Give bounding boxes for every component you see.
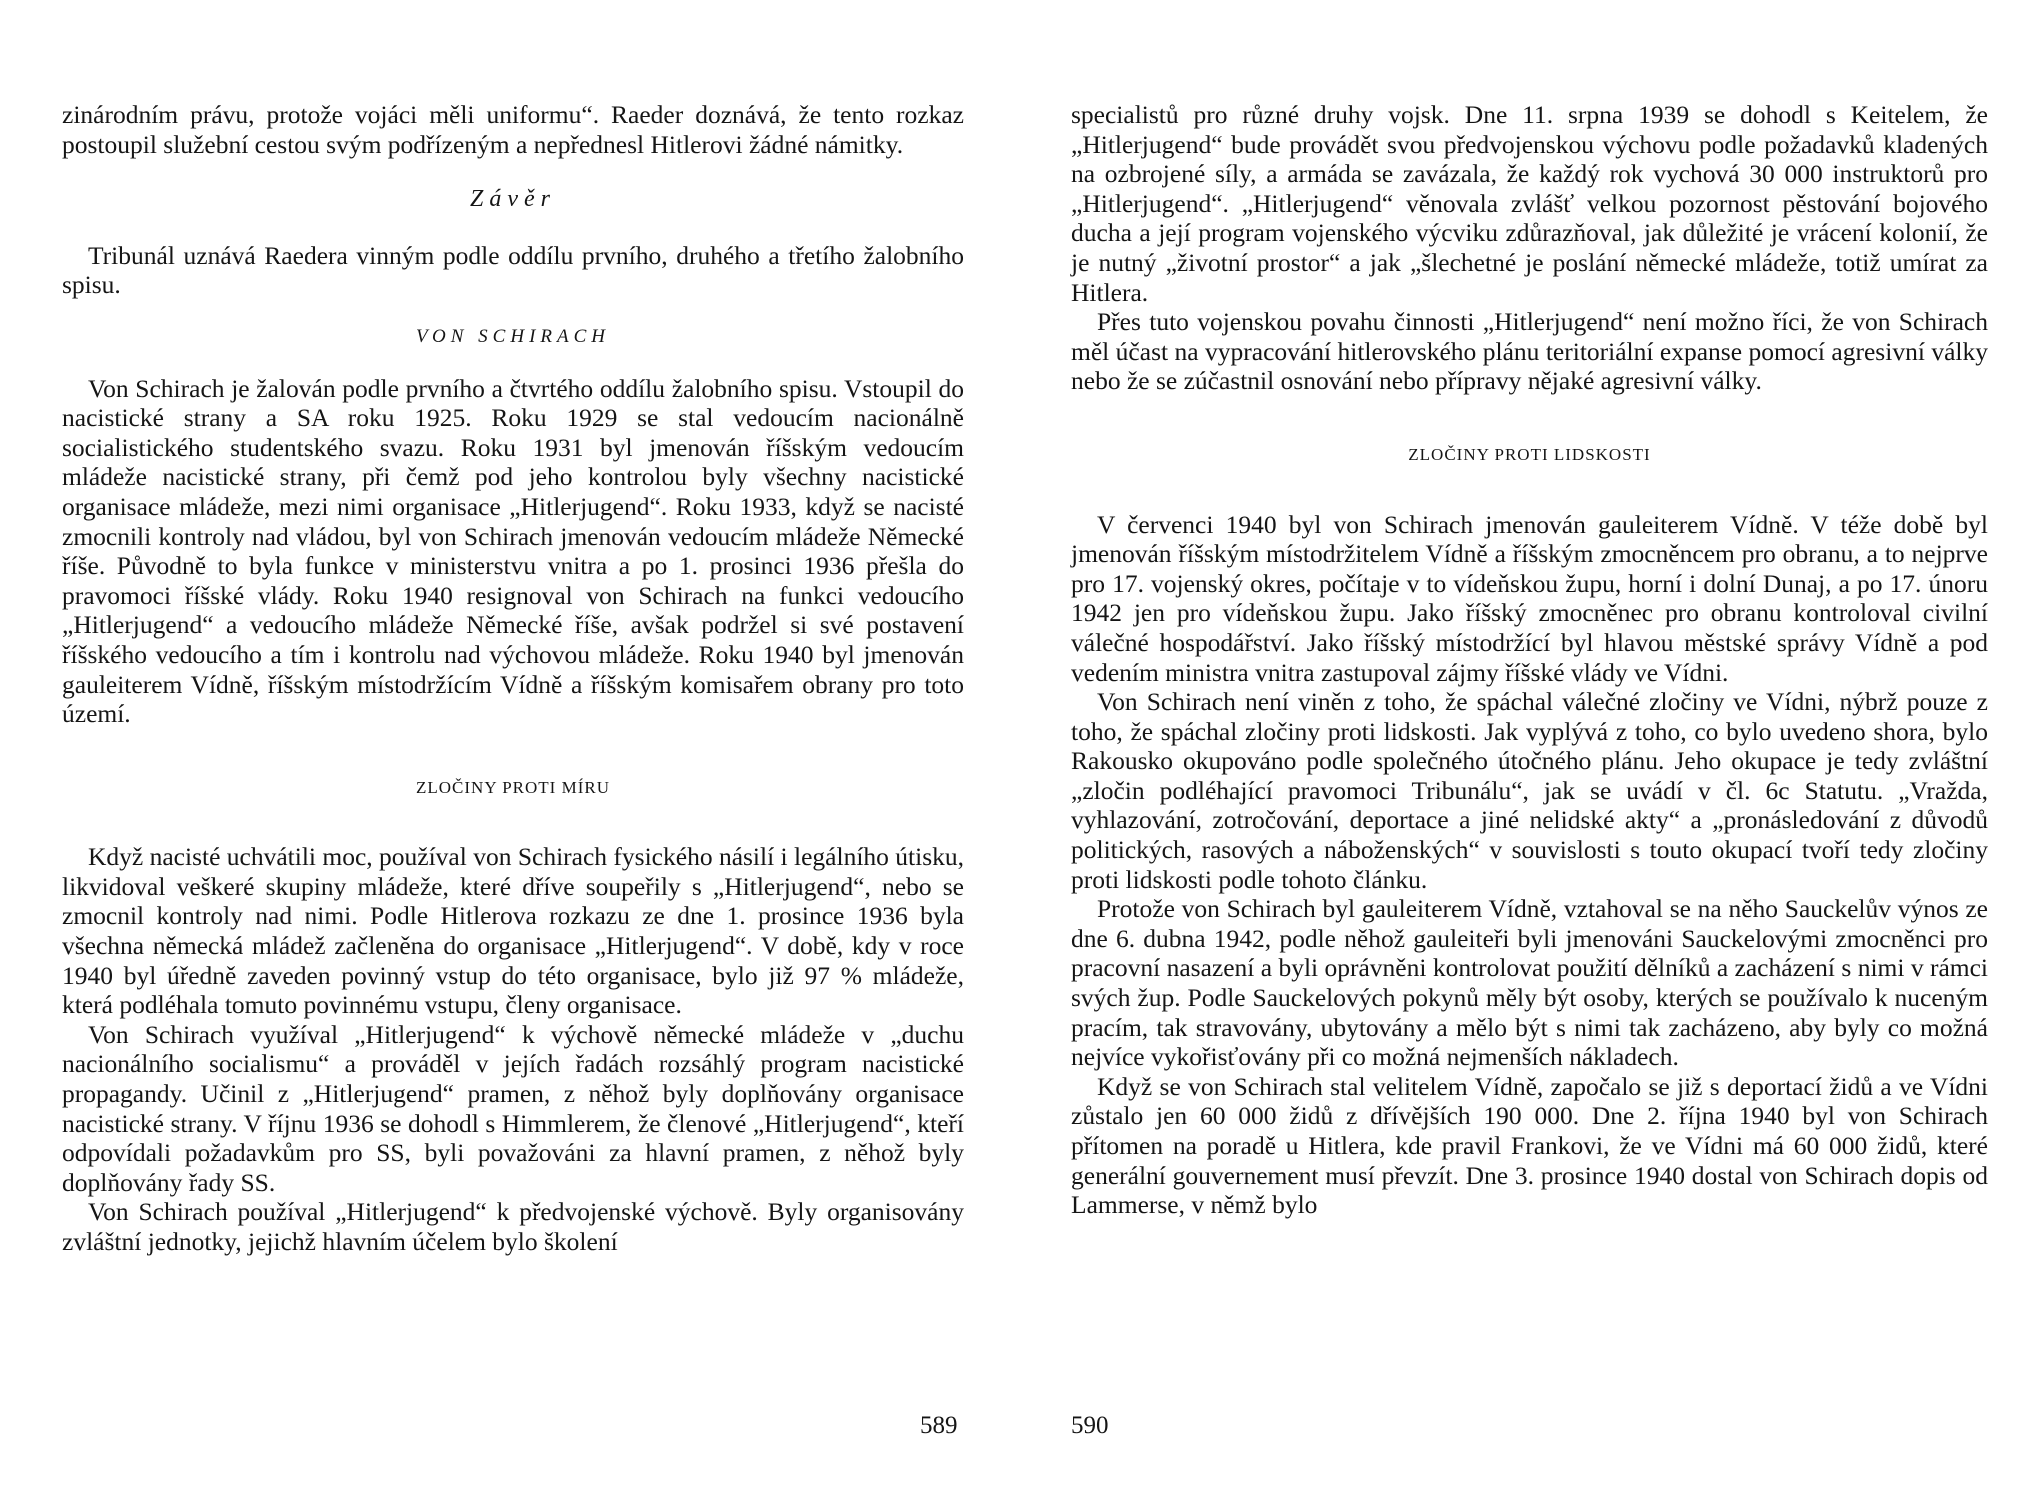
page-number-left: 589 xyxy=(920,1412,958,1439)
page-number-right: 590 xyxy=(1071,1412,1109,1439)
miru-paragraph-2: Von Schirach využíval „Hitlerjugend“ k výchově německé mládeže v „duchu nacionálního socialismu“ a prováděl v jejích řadách rozsáhlý program nacistické propagandy. Učinil z „Hitlerjugend“ pramen, z něhož byly doplňovány organisace nacistické strany. V říjnu 1936 se dohodl s Himmlerem, že členové „Hitlerjugend“, kteří odpovídali požadavkům pro SS, byli považováni za hlavní pramen, z něhož byly doplňovány řady SS. xyxy=(62,1019,964,1197)
right-column xyxy=(1071,100,1988,1220)
heading-von-schirach: VON SCHIRACH xyxy=(415,325,610,347)
lidskosti-paragraph-2: Von Schirach není viněn z toho, že spáchal válečné zločiny ve Vídni, nýbrž pouze z toho, že spáchal zločiny proti lidskosti. Jak vyplývá z toho, co bylo uvedeno shora, bylo Rakousko okupováno podle společného útočného plánu. Jeho okupace je tedy zvláštní „zločin podléhající pravomoci Tribunálu“, jak se uvádí v čl. 6c Statutu. „Vražda, vyhlazování, zotročování, deportace a jiné nelidské akty“ a „pronásledování z důvodů politických, rasových a náboženských“ v souvislosti s touto okupací tvoří tedy zločiny proti lidskosti podle tohoto článku. xyxy=(1071,687,1988,894)
right-page xyxy=(1015,0,2030,1500)
miru-paragraph-1: Když nacisté uchvátili moc, používal von Schirach fysického násilí i legálního útisku, likvidoval veškeré skupiny mládeže, které dříve soupeřily s „Hitlerjugend“, nebo se zmocnil kontroly nad nimi. Podle Hitlerova rozkazu ze dne 1. prosince 1936 byla všechna německá mládež začleněna do organisace „Hitlerjugend“. V době, kdy v roce 1940 byl úředně zaveden povinný vstup do této organisace, bylo již 97 % mládeže, která podléhala tomuto povinnému vstupu, členy organisace. xyxy=(62,842,965,1020)
heading-zaver: Závěr xyxy=(470,186,556,213)
zaver-paragraph: Tribunál uznává Raedera vinným podle oddílu prvního, druhého a třetího žalobního spisu. xyxy=(62,240,964,300)
left-column xyxy=(62,100,964,1257)
right-top-paragraph-2: Přes tuto vojenskou povahu činnosti „Hitlerjugend“ není možno říci, že von Schirach měl účast na vypracování hitlerovského plánu teritoriální expanse pomocí agresivní války nebo že se zúčastnil osnování nebo přípravy nějaké agresivní války. xyxy=(1071,307,1988,396)
lidskosti-paragraph-1: V červenci 1940 byl von Schirach jmenován gauleiterem Vídně. V téže době byl jmenován říšským místodržitelem Vídně a říšským zmocněncem pro obranu, a to nejprve pro 17. vojenský okres, počítaje v to vídeňskou župu, horní i dolní Dunaj, a po 17. únoru 1942 jen pro vídeňskou župu. Jako říšský zmocněnec pro obranu kontroloval civilní válečné hospodářství. Jako říšský místodržící byl hlavou městské správy Vídně a pod vedením ministra vnitra zastupoval zájmy říšské vlády ve Vídni. xyxy=(1071,509,1988,687)
right-top-paragraph-1: specialistů pro různé druhy vojsk. Dne 11. srpna 1939 se dohodl s Keitelem, že „Hitlerjugend“ bude provádět svou předvojenskou výchovu podle požadavků kladených na ozbrojené síly, a armáda se zavázala, že každý rok vychová 30 000 instruktorů pro „Hitlerjugend“. „Hitlerjugend“ věnovala zvlášť velkou pozornost pěstování bojového ducha a její program vojenského výcviku zdůrazňoval, jak důležité je vrácení kolonií, že je nutný „životní prostor“ a jak „šlechetné je poslání německé mládeže, totiž umírat za Hitlera. xyxy=(1071,100,1988,307)
lidskosti-paragraph-4: Když se von Schirach stal velitelem Vídně, započalo se již s deportací židů a ve Vídni zůstalo jen 60 000 židů z dřívějších 190 000. Dne 2. října 1940 byl von Schirach přítomen na poradě u Hitlera, kde pravil Frankovi, že ve Vídni má 60 000 židů, které generální gouvernement musí převzít. Dne 3. prosince 1940 dostal von Schirach dopis od Lammerse, v němž bylo xyxy=(1071,1071,1988,1220)
heading-zlociny-proti-lidskosti: ZLOČINY PROTI LIDSKOSTI xyxy=(1408,444,1651,464)
lidskosti-paragraph-3: Protože von Schirach byl gauleiterem Vídně, vztahoval se na něho Sauckelův výnos ze dne 6. dubna 1942, podle něhož gauleiteři byli jmenováni Sauckelovými zmocněnci pro pracovní nasazení a byli oprávněni kontrolovat použití dělníků a zacházení s nimi v rámci svých žup. Podle Sauckelových pokynů měly být osoby, kterých se používalo k nuceným pracím, tak stravovány, ubytovány a mělo být s nimi tak zacházeno, aby byly co možná nejvíce vykořisťovány při co možná nejmenších nákladech. xyxy=(1071,894,1988,1072)
heading-zlociny-proti-miru: ZLOČINY PROTI MÍRU xyxy=(416,777,610,797)
left-top-paragraph: zinárodním právu, protože vojáci měli uniformu“. Raeder doznává, že tento rozkaz postoupil služební cestou svým podřízeným a nepřednesl Hitlerovi žádné námitky. xyxy=(62,100,964,159)
miru-paragraph-3: Von Schirach používal „Hitlerjugend“ k předvojenské výchově. Byly organisovány zvláštní jednotky, jejichž hlavním účelem bylo školení xyxy=(62,1197,964,1256)
schirach-paragraph: Von Schirach je žalován podle prvního a čtvrtého oddílu žalobního spisu. Vstoupil do nacistické strany a SA roku 1925. Roku 1929 se stal vedoucím nacionálně socialistického studentského svazu. Roku 1931 byl jmenován říšským vedoucím mládeže nacistické strany, při čemž pod jeho kontrolou byly všechny nacistické organisace mládeže, mezi nimi organisace „Hitlerjugend“. Roku 1933, když se nacisté zmocnili kontroly nad vládou, byl von Schirach jmenován vedoucím mládeže Německé říše. Původně to byla funkce v ministerstvu vnitra a po 1. prosinci 1936 přešla do pravomoci říšské vlády. Roku 1940 resignoval von Schirach na funkci vedoucího „Hitlerjugend“ a vedoucího mládeže Německé říše, avšak podržel si své postavení říšského vedoucího a tím i kontrolu nad výchovou mládeže. Roku 1940 byl jmenován gauleiterem Vídně, říšským místodržícím Vídně a říšským komisařem obrany pro toto území. xyxy=(62,373,964,729)
